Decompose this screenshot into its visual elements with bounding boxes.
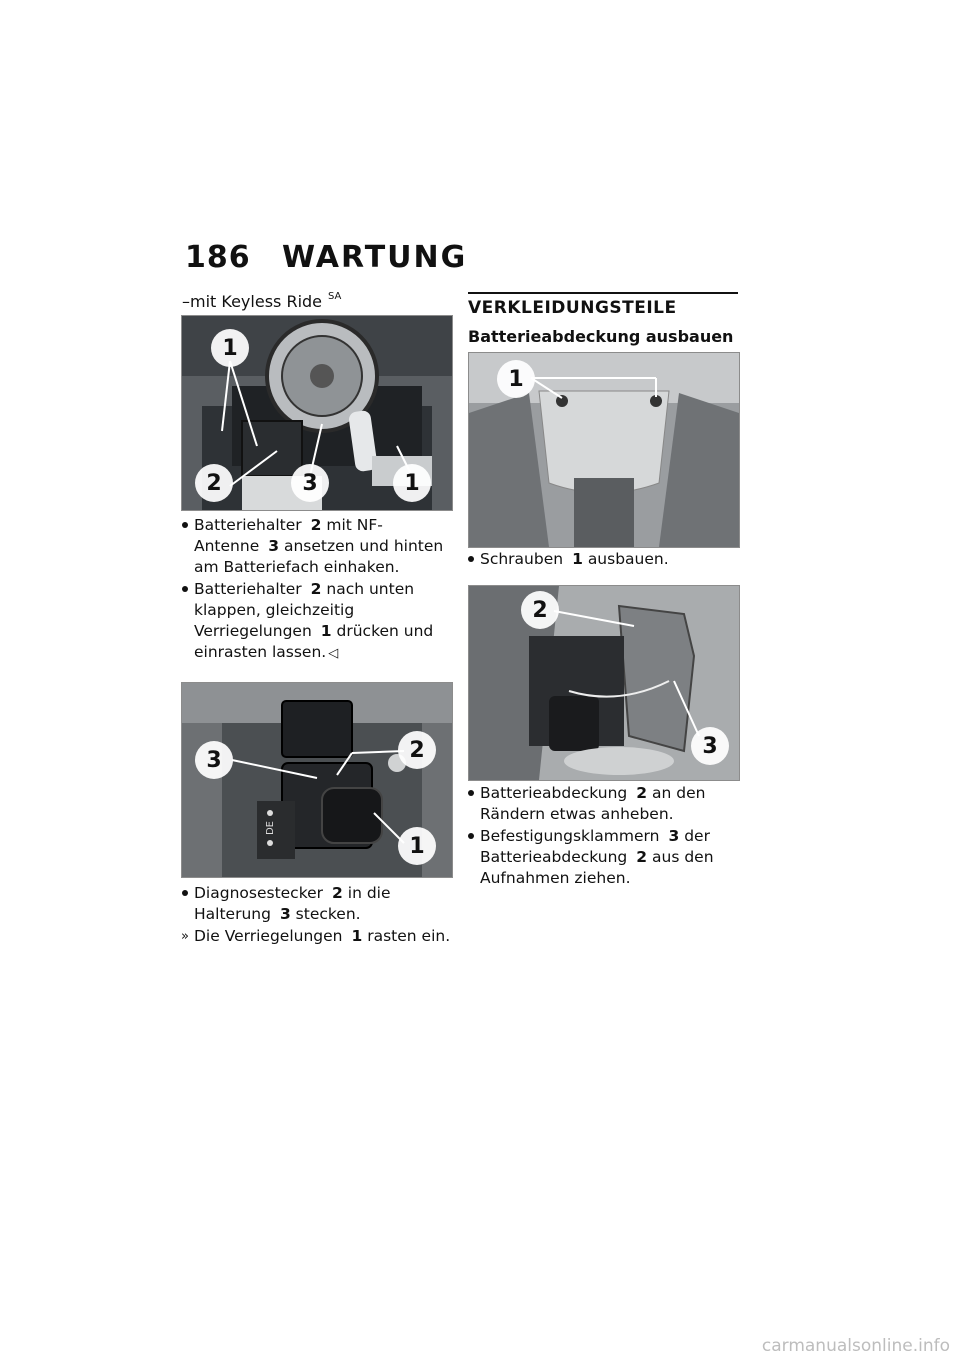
subsection-title: Batterieabdeckung ausbauen <box>468 327 734 346</box>
list-item: Schrauben 1 ausbauen. <box>468 549 738 570</box>
result-arrow-icon: » <box>181 929 189 944</box>
condition-text: –mit Keyless Ride <box>182 292 323 311</box>
callout-2: 2 <box>521 591 559 629</box>
watermark-text: carmanualsonline.info <box>761 1336 950 1356</box>
page-number: 186 <box>185 240 251 275</box>
end-triangle-icon: ◁ <box>328 646 339 661</box>
figure-battery-holder <box>181 315 453 511</box>
callout-1: 1 <box>497 360 535 398</box>
callout-1: 1 <box>398 827 436 865</box>
figure-battery-cover-screws <box>468 352 740 548</box>
callout-2: 2 <box>398 731 436 769</box>
result-item: » Die Verriegelungen 1 rasten ein. <box>181 927 451 945</box>
section-divider <box>468 292 738 294</box>
steps-screws <box>468 549 738 571</box>
bullet-icon <box>182 522 188 528</box>
callout-2: 2 <box>195 464 233 502</box>
callout-3: 3 <box>691 727 729 765</box>
steps-diagnostic-connector <box>182 883 452 948</box>
callout-3: 3 <box>195 741 233 779</box>
connector-label: DE <box>265 820 276 836</box>
bullet-icon <box>468 556 474 562</box>
list-item: Diagnosestecker 2 in die Halterung 3 stecken. <box>182 883 452 925</box>
figure-battery-cover-removed <box>468 585 740 781</box>
bullet-icon <box>468 833 474 839</box>
list-item: Batteriehalter 2 mit NF-Antenne 3 ansetzen und hinten am Batteriefach einhaken. <box>182 515 452 578</box>
bullet-icon <box>468 790 474 796</box>
steps-cover <box>468 783 738 890</box>
list-item: Batterieabdeckung 2 an den Rändern etwas anheben. <box>468 783 738 825</box>
callout-1: 1 <box>211 329 249 367</box>
figure-diagnostic-connector <box>181 682 453 878</box>
condition-line <box>182 291 341 311</box>
sa-badge: SA <box>328 291 342 302</box>
chapter-title: WARTUNG <box>282 240 468 275</box>
bullet-icon <box>182 890 188 896</box>
bullet-icon <box>182 586 188 592</box>
list-item: Batteriehalter 2 nach unten klappen, gleichzeitig Verriegelungen 1 drücken und einrasten lassen. ◁ <box>182 579 452 664</box>
callout-1: 1 <box>393 464 431 502</box>
section-title: VERKLEIDUNGSTEILE <box>468 298 677 318</box>
steps-battery-holder <box>182 515 452 665</box>
list-item: Befestigungsklammern 3 der Batterieabdeckung 2 aus den Aufnahmen ziehen. <box>468 826 738 889</box>
callout-3: 3 <box>291 464 329 502</box>
